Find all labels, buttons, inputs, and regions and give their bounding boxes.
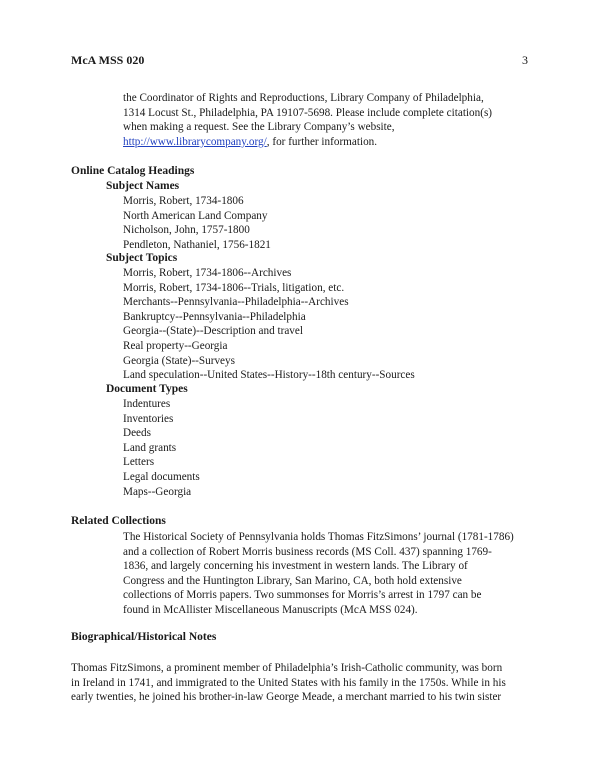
subject-topics-list	[123, 266, 415, 383]
list-item: Bankruptcy--Pennsylvania--Philadelphia	[123, 310, 306, 323]
text-line: and a collection of Robert Morris business records (MS Coll. 437) spanning 1769-	[123, 545, 492, 558]
subject-names-list	[123, 194, 271, 252]
list-item: Letters	[123, 456, 155, 469]
related-collections-paragraph	[123, 530, 514, 618]
list-item: Deeds	[123, 427, 151, 440]
list-item: North American Land Company	[123, 209, 268, 222]
section-heading-catalog: Online Catalog Headings	[71, 165, 195, 177]
subheading-subject-names: Subject Names	[106, 180, 180, 192]
list-item: Merchants--Pennsylvania--Philadelphia--Archives	[123, 296, 349, 309]
bio-paragraph	[71, 661, 571, 705]
list-item: Real property--Georgia	[123, 339, 228, 352]
rights-paragraph	[123, 91, 563, 149]
list-item: Pendleton, Nathaniel, 1756-1821	[123, 238, 271, 251]
text-line: The Historical Society of Pennsylvania holds Thomas FitzSimons’ journal (1781-1786)	[123, 531, 514, 543]
text-line: 1314 Locust St., Philadelphia, PA 19107-5698. Please include complete citation(s)	[123, 106, 493, 119]
text-line: 1836, and largely concerning his investment in western lands. The Library of	[123, 560, 468, 573]
list-item: Land grants	[123, 441, 177, 454]
list-item: Indentures	[123, 398, 171, 410]
text-line: found in McAllister Miscellaneous Manuscripts (McA MSS 024).	[123, 603, 418, 616]
text-line	[123, 135, 563, 150]
subheading-subject-topics: Subject Topics	[106, 252, 178, 264]
document-types-list	[123, 397, 200, 499]
collection-id-header: McA MSS 020	[71, 53, 145, 67]
list-item: Georgia--(State)--Description and travel	[123, 325, 303, 338]
list-item: Maps--Georgia	[123, 485, 192, 498]
list-item: Inventories	[123, 412, 174, 425]
text-line: collections of Morris papers. Two summonses for Morris’s arrest in 1797 can be	[123, 589, 482, 602]
list-item: Georgia (State)--Surveys	[123, 354, 235, 367]
text-suffix: , for further information.	[266, 135, 378, 148]
section-heading-related: Related Collections	[71, 515, 166, 527]
text-line: the Coordinator of Rights and Reproductions, Library Company of Philadelphia,	[123, 92, 484, 104]
text-line: early twenties, he joined his brother-in-law George Meade, a merchant married to his twin sister	[71, 691, 502, 704]
subheading-document-types: Document Types	[106, 383, 188, 395]
text-line: Thomas FitzSimons, a prominent member of Philadelphia’s Irish-Catholic community, was born	[71, 662, 503, 674]
library-company-website-link[interactable]: http://www.librarycompany.org/	[123, 135, 267, 148]
list-item: Morris, Robert, 1734-1806--Trials, litigation, etc.	[123, 281, 345, 294]
list-item: Morris, Robert, 1734-1806--Archives	[123, 267, 292, 279]
list-item: Land speculation--United States--History--18th century--Sources	[123, 369, 415, 382]
page-number: 3	[522, 53, 528, 67]
section-heading-bio: Biographical/Historical Notes	[71, 631, 217, 643]
text-line: when making a request. See the Library Company’s website,	[123, 121, 395, 134]
list-item: Morris, Robert, 1734-1806	[123, 195, 244, 207]
text-line: Congress and the Huntington Library, San Marino, CA, both hold extensive	[123, 574, 462, 587]
list-item: Legal documents	[123, 470, 200, 483]
list-item: Nicholson, John, 1757-1800	[123, 224, 250, 237]
text-line: in Ireland in 1741, and immigrated to the United States with his family in the 1750s. While in his	[71, 676, 506, 689]
